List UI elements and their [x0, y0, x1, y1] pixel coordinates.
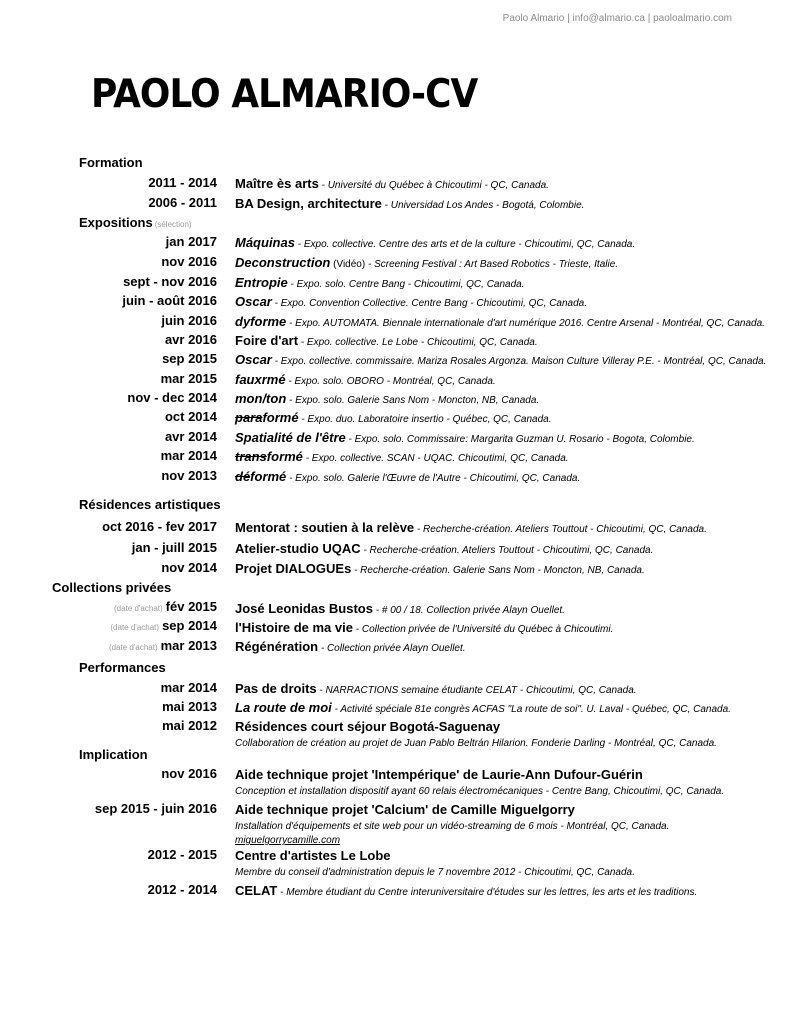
entry	[235, 332, 538, 350]
entry-date	[110, 618, 217, 633]
contact-info: Paolo Almario | info@almario.ca | paoloalmario.com	[502, 13, 732, 24]
entry-date-text: sep 2014	[162, 618, 217, 633]
entry	[235, 718, 717, 750]
entry-title: Entropie	[235, 275, 288, 290]
section-title-performances: Performances	[79, 660, 166, 675]
entry	[235, 699, 731, 717]
website-link[interactable]: miguelgorrycamille.com	[235, 835, 341, 846]
entry-date: juin 2016	[161, 313, 217, 328]
entry-desc: - Expo. solo. Centre Bang - Chicoutimi, QC, Canada.	[287, 279, 525, 290]
entry	[235, 468, 580, 486]
entry	[235, 680, 637, 698]
section-title-formation: Formation	[79, 155, 143, 170]
entry-title: formé	[250, 469, 287, 484]
entry-desc: Collaboration de création au projet de Juan Pablo Beltrán Hilarion. Fonderie Darling - Montréal, QC, Canada.	[235, 738, 717, 749]
entry	[235, 540, 653, 558]
entry-date-text: mar 2013	[160, 638, 217, 653]
entry	[235, 371, 496, 389]
entry-date: 2006 - 2011	[148, 195, 217, 210]
entry-title: CELAT	[235, 883, 278, 898]
entry-desc: - Expo. AUTOMATA. Biennale internationale d'art numérique 2016. Centre Arsenal - Montréal, QC, Canada.	[286, 318, 765, 329]
entry-date: jan 2017	[165, 234, 217, 249]
purchase-date-note: (date d'achat)	[114, 604, 163, 613]
entry-date: mai 2012	[162, 718, 217, 733]
entry-desc: - Expo. collective. commissaire. Mariza Rosales Argonza. Maison Culture Villeray P.E. - Montréal, QC, Canada.	[271, 356, 767, 367]
entry-desc: - Expo. solo. Commissaire: Margarita Guzman U. Rosario - Bogota, Colombie.	[345, 434, 695, 445]
page-title: PAOLO ALMARIO-CV	[91, 72, 478, 117]
entry	[235, 801, 669, 847]
entry-desc: - Membre étudiant du Centre interuniversitaire d'études sur les lettres, les arts et les traditions.	[277, 887, 698, 898]
entry-title: Aide technique projet 'Intempérique' de Laurie-Ann Dufour-Guérin	[235, 767, 643, 782]
entry-date: mar 2014	[160, 448, 217, 463]
entry-title: Résidences court séjour Bogotá-Saguenay	[235, 719, 501, 734]
entry	[235, 195, 584, 213]
section-title-residences: Résidences artistiques	[79, 497, 221, 512]
entry-date: mar 2015	[160, 371, 217, 386]
purchase-date-note: (date d'achat)	[108, 643, 158, 652]
entry-desc: - Recherche-création. Galerie Sans Nom - Moncton, NB, Canada.	[351, 565, 645, 576]
entry-date: sep 2015 - juin 2016	[94, 801, 217, 816]
entry-desc: - Expo. solo. Galerie l'Œuvre de l'Autre - Chicoutimi, QC, Canada.	[286, 473, 581, 484]
entry-desc: Installation d'équipements et site web pour un vidéo-streaming de 6 mois - Montréal, QC, Canada.	[235, 821, 670, 832]
entry-desc: - Expo. collective. Le Lobe - Chicoutimi, QC, Canada.	[298, 337, 538, 348]
section-note: (sélection)	[154, 220, 192, 229]
entry-title: BA Design, architecture	[235, 196, 382, 211]
entry-date: nov 2016	[161, 254, 217, 269]
entry-title: La route de moi	[235, 700, 332, 715]
entry-title: formé	[262, 410, 299, 425]
entry-title: l'Histoire de ma vie	[235, 620, 353, 635]
entry-title: Máquinas	[235, 235, 295, 250]
entry	[235, 619, 613, 637]
entry	[235, 519, 707, 537]
entry	[235, 313, 765, 331]
entry-date: nov 2013	[161, 468, 217, 483]
entry-title: José Leonidas Bustos	[235, 601, 373, 616]
entry-desc: - Screening Festival : Art Based Robotics - Trieste, Italie.	[365, 259, 619, 270]
entry-title-struck: para	[235, 410, 263, 425]
entry-title: mon/ton	[235, 391, 287, 406]
entry-date: jan - juill 2015	[131, 540, 217, 555]
entry	[235, 429, 695, 447]
entry-desc: Membre du conseil d'administration depuis le 7 novembre 2012 - Chicoutimi, QC, Canada.	[235, 867, 635, 878]
entry-date: nov - dec 2014	[127, 390, 217, 405]
entry-title: Deconstruction	[235, 255, 331, 270]
entry	[235, 293, 587, 311]
entry-title: Oscar	[235, 294, 272, 309]
entry-title: Aide technique projet 'Calcium' de Camille Miguelgorry	[235, 802, 575, 817]
section-title-implication: Implication	[79, 747, 148, 762]
entry-date	[114, 599, 217, 614]
entry-date: mar 2014	[160, 680, 217, 695]
entry	[235, 409, 552, 427]
entry-desc: - Expo. duo. Laboratoire insertio - Québec, QC, Canada.	[298, 414, 552, 425]
entry-desc: - # 00 / 18. Collection privée Alayn Ouellet.	[372, 605, 565, 616]
section-title-text: Expositions	[79, 215, 153, 230]
entry-desc: - Recherche-création. Ateliers Touttout - Chicoutimi, QC, Canada.	[414, 524, 707, 535]
entry-title: Régénération	[235, 639, 319, 654]
entry-desc: - Collection privée de l'Université du Québec à Chicoutimi.	[352, 624, 614, 635]
entry-title: Pas de droits	[235, 681, 317, 696]
entry-date: 2011 - 2014	[148, 175, 217, 190]
entry-title: Foire d'art	[235, 333, 299, 348]
entry-date: sept - nov 2016	[123, 274, 217, 289]
entry-date: 2012 - 2014	[147, 882, 217, 897]
entry-date	[109, 638, 217, 653]
entry	[235, 351, 766, 369]
entry-title: Projet DIALOGUEs	[235, 561, 352, 576]
entry-title: Spatialité de l'être	[235, 430, 346, 445]
entry-title: Atelier-studio UQAC	[235, 541, 361, 556]
entry	[235, 448, 569, 466]
entry-date-text: fév 2015	[165, 599, 217, 614]
entry-date: avr 2016	[164, 332, 217, 347]
entry-title: formé	[266, 449, 303, 464]
entry	[235, 234, 635, 252]
entry-desc: Conception et installation dispositif ayant 60 relais électromécaniques - Centre Bang, Chicoutimi, QC, Canada.	[235, 786, 725, 797]
entry	[235, 766, 724, 798]
entry	[235, 254, 618, 272]
entry-title: Centre d'artistes Le Lobe	[235, 848, 391, 863]
entry-title: dyforme	[235, 314, 287, 329]
entry-desc: - Activité spéciale 81e congrès ACFAS "La route de soi". U. Laval - Québec, QC, Canada.	[331, 704, 731, 715]
entry-date: sep 2015	[162, 351, 217, 366]
entry	[235, 560, 645, 578]
entry-desc: - NARRACTIONS semaine étudiante CELAT - Chicoutimi, QC, Canada.	[316, 685, 637, 696]
entry-date: juin - août 2016	[122, 293, 217, 308]
entry-title: Maître ès arts	[235, 176, 319, 191]
entry	[235, 274, 525, 292]
entry	[235, 882, 697, 900]
entry-subtitle: (Vidéo)	[330, 259, 366, 270]
entry-date: avr 2014	[164, 429, 217, 444]
entry-date: nov 2016	[161, 766, 217, 781]
entry-desc: - Recherche-création. Ateliers Touttout - Chicoutimi, QC, Canada.	[360, 545, 654, 556]
entry	[235, 600, 565, 618]
entry-title: fauxrmé	[235, 372, 286, 387]
entry	[235, 638, 466, 656]
entry-desc: - Universidad Los Andes - Bogotá, Colombie.	[381, 200, 585, 211]
entry-date: nov 2014	[161, 560, 217, 575]
section-title-expositions	[79, 215, 192, 230]
entry-desc: - Expo. collective. SCAN - UQAC. Chicoutimi, QC, Canada.	[302, 453, 569, 464]
entry-desc: - Expo. Convention Collective. Centre Bang - Chicoutimi, QC, Canada.	[271, 298, 588, 309]
entry-title: Oscar	[235, 352, 272, 367]
entry-desc: - Expo. solo. OBORO - Montréal, QC, Canada.	[285, 376, 496, 387]
entry-desc: - Expo. solo. Galerie Sans Nom - Moncton, NB, Canada.	[286, 395, 540, 406]
entry-desc: - Expo. collective. Centre des arts et de la culture - Chicoutimi, QC, Canada.	[294, 239, 636, 250]
entry-date: 2012 - 2015	[147, 847, 217, 862]
entry-date: oct 2014	[164, 409, 217, 424]
section-title-collections: Collections privées	[52, 580, 172, 595]
entry	[235, 847, 635, 879]
entry-title-struck: dé	[235, 469, 251, 484]
purchase-date-note: (date d'achat)	[110, 623, 160, 632]
entry	[235, 390, 539, 408]
entry	[235, 175, 549, 193]
entry-title-struck: trans	[235, 449, 267, 464]
entry-desc: - Université du Québec à Chicoutimi - QC, Canada.	[318, 180, 549, 191]
entry-title: Mentorat : soutien à la relève	[235, 520, 415, 535]
entry-date: oct 2016 - fev 2017	[102, 519, 217, 534]
entry-date: mai 2013	[162, 699, 217, 714]
entry-desc: - Collection privée Alayn Ouellet.	[318, 643, 466, 654]
